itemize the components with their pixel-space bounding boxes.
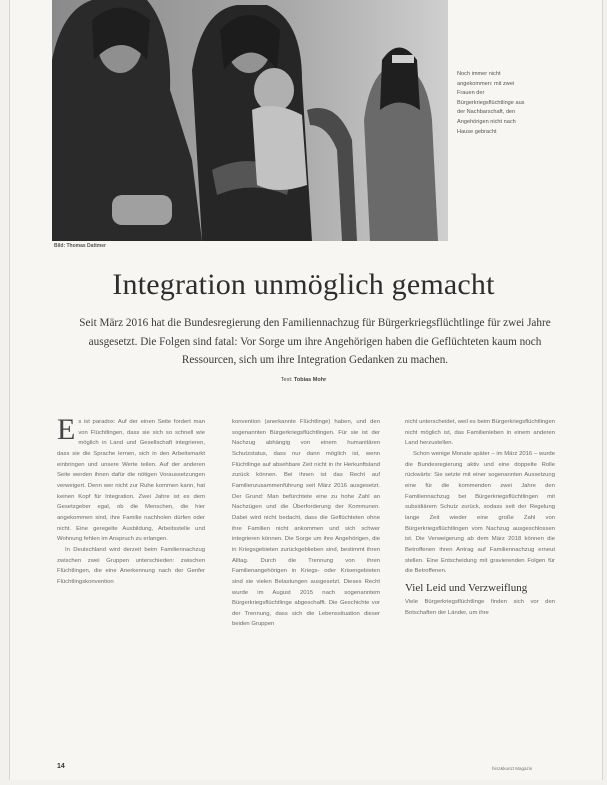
paragraph: konvention (anerkannte Flüchtlinge) haben, und den sogenannten Bürgerkriegsflüchtlingen. Für sie ist der Nachzug abhängig von einem humanitären Schutzstatus, dass nur dann möglich ist, wenn Flüchtlinge auf absehbare Zeit nicht in ihr Herkunftsland zurück können. Bei ihnen ist das Recht auf Familienzusammenführung seit März 2016 ausgesetzt. Der Grund: Man befürchtete eine zu hohe Zahl an Nachzügen und die Überforderung der Kommunen. Dabei wird nicht bedacht, dass die Geflüchteten ohne ihre Familien nicht ankommen und sich schwer integrieren können. Die Sorge um ihre Angehörigen, die in Kriegsgebieten zurückgeblieben sind, bestimmt ihren Alltag. Durch die Trennung von ihren Familienangehörigen in Kriegs- oder Krisengebieten sind sie vielen Belastungen ausgesetzt. Dieses Recht wurde im August 2015 nach sogenanntem Bürgerkriegsflüchtlinge abgeschafft. Die Geschichte vor der Trennung, dass sich die Lebenssituation dieser beiden Gruppen [232,419,380,628]
magazine-footer: hinz&kunzt Magazin [492,766,533,771]
text-column-3 [405,417,555,618]
byline-prefix: Text: [280,377,293,383]
text-column-2 [232,417,380,630]
page-number: 14 [57,763,65,770]
paragraph: nicht unterscheidet, weil es beim Bürgerkriegsflüchtlingen nicht möglich ist, das Familienleben in einem anderen Land herzustellen. [405,419,555,447]
article-headline: Integration unmöglich gemacht [112,268,495,301]
article-photo [52,0,448,241]
byline-author: Tobias Mohr [293,377,327,383]
paragraph: In Deutschland wird derzeit beim Familiennachzug zwischen zwei Gruppen unterschieden: zwischen Flüchtlingen, die eine Anerkennung nach der Genfer Flüchtlingskonvention [57,546,205,585]
article-lede: Seit März 2016 hat die Bundesregierung den Familiennachzug für Bürgerkriegsflüchtlinge für zwei Jahre ausgesetzt. Die Folgen sind fatal: Vor Sorge um ihre Angehörigen haben die Geflüchteten kaum noch Ressourcen, sich um ihre Integration Gedanken zu machen. [79,317,551,366]
paragraph-text: s ist paradox: Auf der einen Seite fordert man von Flüchtlingen, dass sie sich so schnell wie möglich in Land und Gesellschaft integrieren, dass sie die Sprache lernen, sich in den Arbeitsmarkt einbringen und unsere Werte teilen. Auf der anderen Seite werden ihnen dafür die nötigen Voraussetzungen verweigert. Denn wer nicht zur Ruhe kommen kann, hat keinen Kopf für Integration. Zwei Jahre ist es dem Gesetzgeber egal, ob die Menschen, die hier angekommen sind, ihre Familie nachholen dürfen oder nicht. Eine geregelte Ausbildung, Arbeitsstelle und Wohnung fehlen im Anspruch zu erlangen. [57,419,205,543]
photo-caption: Noch immer nicht angekommen: mit zwei Frauen der Bürgerkriegsflüchtlinge aus der Nachbarschaft, den Angehörigen nicht nach Hause gebracht [457,71,525,135]
paragraph: Schon wenige Monate später – im März 2016 – wurde die Bundesregierung aktiv und eine doppelte Rolle rückwärts: Sie setzte mit einer sogenannten Aussetzung eine für die kommenden zwei Jahre den Familiennachzug bei Bürgerkriegsflüchtlingen mit subsidiärem Schutz zurück, sodass seit der Regelung lange Zeit wieder eine große Zahl von Bürgerkriegsflüchtlingen vom Nachzug ausgeschlossen ist. Die Verweigerung ab dem März 2018 können die Betroffenen ihren Antrag auf Familiennachzug erneut stellen. Eine Entscheidung mit gravierenden Folgen für die Betroffenen. [405,450,555,575]
photo-credit: Bild: Thomas Dattmer [54,243,106,249]
women-with-child-image [52,0,448,241]
article-byline [0,377,607,383]
text-column-1 [57,413,205,588]
paragraph: Viele Bürgerkriegsflüchtlinge finden sich vor den Botschaften der Länder, um ihre [405,598,555,616]
drop-cap: E [57,413,76,446]
section-subhead: Viel Leid und Verzweiflung [405,581,528,594]
paragraph [57,413,205,545]
